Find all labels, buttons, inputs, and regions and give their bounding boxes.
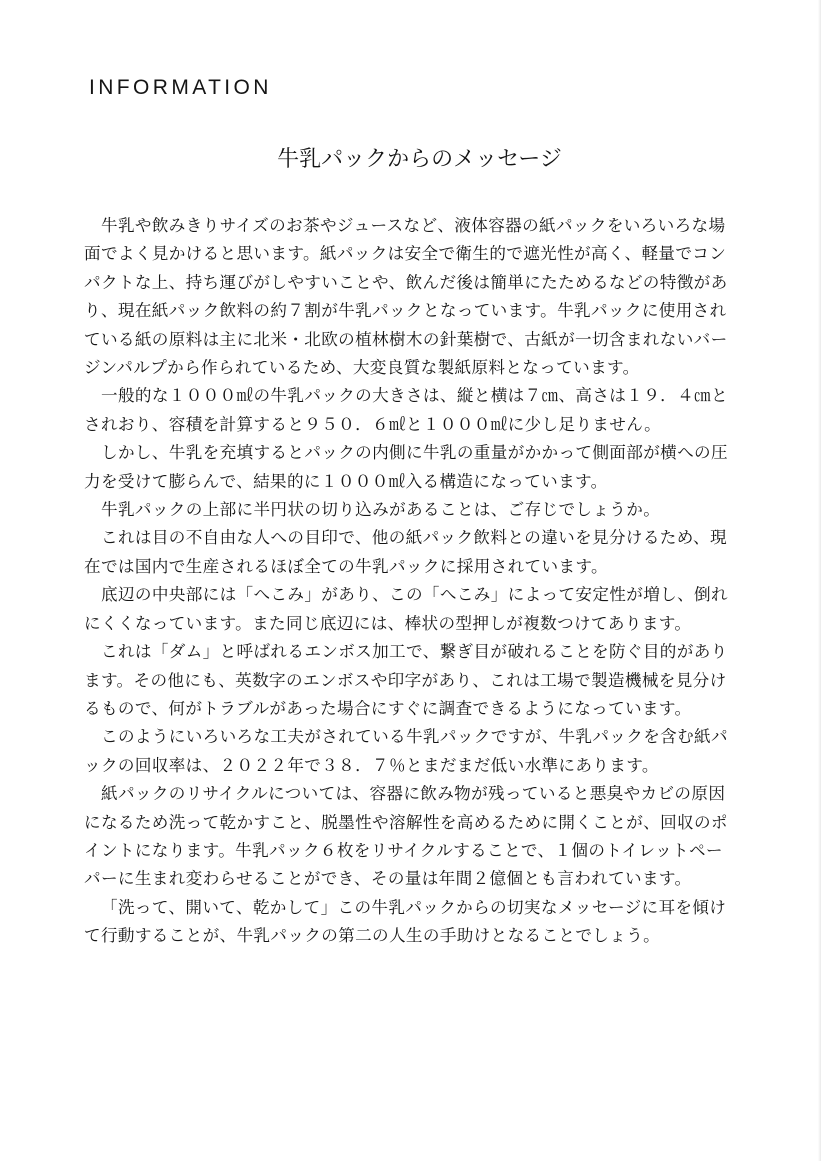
text-line: 紙パックのリサイクルについては、容器に飲み物が残っていると悪臭やカビの原因 xyxy=(101,784,726,804)
paragraph xyxy=(84,212,756,382)
text-line: にくくなっています。また同じ底辺には、棒状の型押しが複数つけてあります。 xyxy=(84,613,692,633)
text-line: ックの回収率は、２０２２年で３８．７％とまだまだ低い水準にあります。 xyxy=(84,755,659,775)
article-body xyxy=(84,212,756,951)
paragraph xyxy=(84,524,756,581)
text-line: になるため洗って乾かすこと、脱墨性や溶解性を高めるために開くことが、回収のポ xyxy=(84,812,728,832)
text-line: これは目の不自由な人への目印で、他の紙パック飲料との違いを見分けるため、現 xyxy=(101,528,727,548)
paragraph xyxy=(84,638,756,723)
text-line: り、現在紙パック飲料の約７割が牛乳パックとなっています。牛乳パックに使用され xyxy=(84,301,727,321)
text-line: 牛乳や飲みきりサイズのお茶やジュースなど、液体容器の紙パックをいろいろな場 xyxy=(101,216,726,235)
text-line: パーに生まれ変わらせることができ、その量は年間２億個とも言われています。 xyxy=(84,869,692,889)
text-line: このようにいろいろな工夫がされている牛乳パックですが、牛乳パックを含む紙パ xyxy=(101,727,728,747)
text-line: 「洗って、開いて、乾かして」この牛乳パックからの切実なメッセージに耳を傾け xyxy=(101,897,727,917)
text-line: しかし、牛乳を充填するとパックの内側に牛乳の重量がかかって側面部が横への圧 xyxy=(101,443,728,463)
paragraph xyxy=(84,723,756,780)
text-line: これは「ダム」と呼ばれるエンボス加工で、繋ぎ目が破れることを防ぐ目的があり xyxy=(101,642,728,662)
paragraph xyxy=(84,439,756,496)
text-line: されおり、容積を計算すると９５０．６㎖と１０００㎖に少し足りません。 xyxy=(84,414,662,434)
text-line: るもので、何がトラブルがあった場合にすぐに調査できるようになっています。 xyxy=(84,698,692,718)
paragraph xyxy=(84,382,756,439)
text-line: ます。その他にも、英数字のエンボスや印字があり、これは工場で製造機械を見分け xyxy=(84,670,727,690)
text-line: 底辺の中央部には「へこみ」があり、この「へこみ」によって安定性が増し、倒れ xyxy=(101,585,728,605)
section-label: INFORMATION xyxy=(89,76,272,99)
text-line: ている紙の原料は主に北米・北欧の植林樹木の針葉樹で、古紙が一切含まれないバー xyxy=(84,329,728,349)
text-line: 面でよく見かけると思います。紙パックは安全で衛生的で遮光性が高く、軽量でコン xyxy=(84,244,727,264)
text-line: パクトな上、持ち運びがしやすいことや、飲んだ後は簡単にたためるなどの特徴があ xyxy=(84,272,728,292)
text-line: ジンパルプから作られているため、大変良質な製紙原料となっています。 xyxy=(84,358,640,378)
text-line: イントになります。牛乳パック６枚をリサイクルすることで、１個のトイレットペー xyxy=(84,840,723,860)
text-line: 一般的な１０００㎖の牛乳パックの大きさは、縦と横は７㎝、高さは１９．４㎝と xyxy=(101,386,728,406)
text-line: 在では国内で生産されるほぼ全ての牛乳パックに採用されています。 xyxy=(84,556,608,576)
paragraph xyxy=(84,496,756,524)
article-title: 牛乳パックからのメッセージ xyxy=(277,147,562,172)
text-line: 牛乳パックの上部に半円状の切り込みがあることは、ご存じでしょうか。 xyxy=(101,500,661,520)
paragraph xyxy=(84,581,756,638)
paragraph xyxy=(84,780,756,894)
text-line: 力を受けて膨らんで、結果的に１０００㎖入る構造になっています。 xyxy=(84,471,608,491)
text-line: て行動することが、牛乳パックの第二の人生の手助けとなることでしょう。 xyxy=(84,926,661,946)
paragraph xyxy=(84,894,756,951)
